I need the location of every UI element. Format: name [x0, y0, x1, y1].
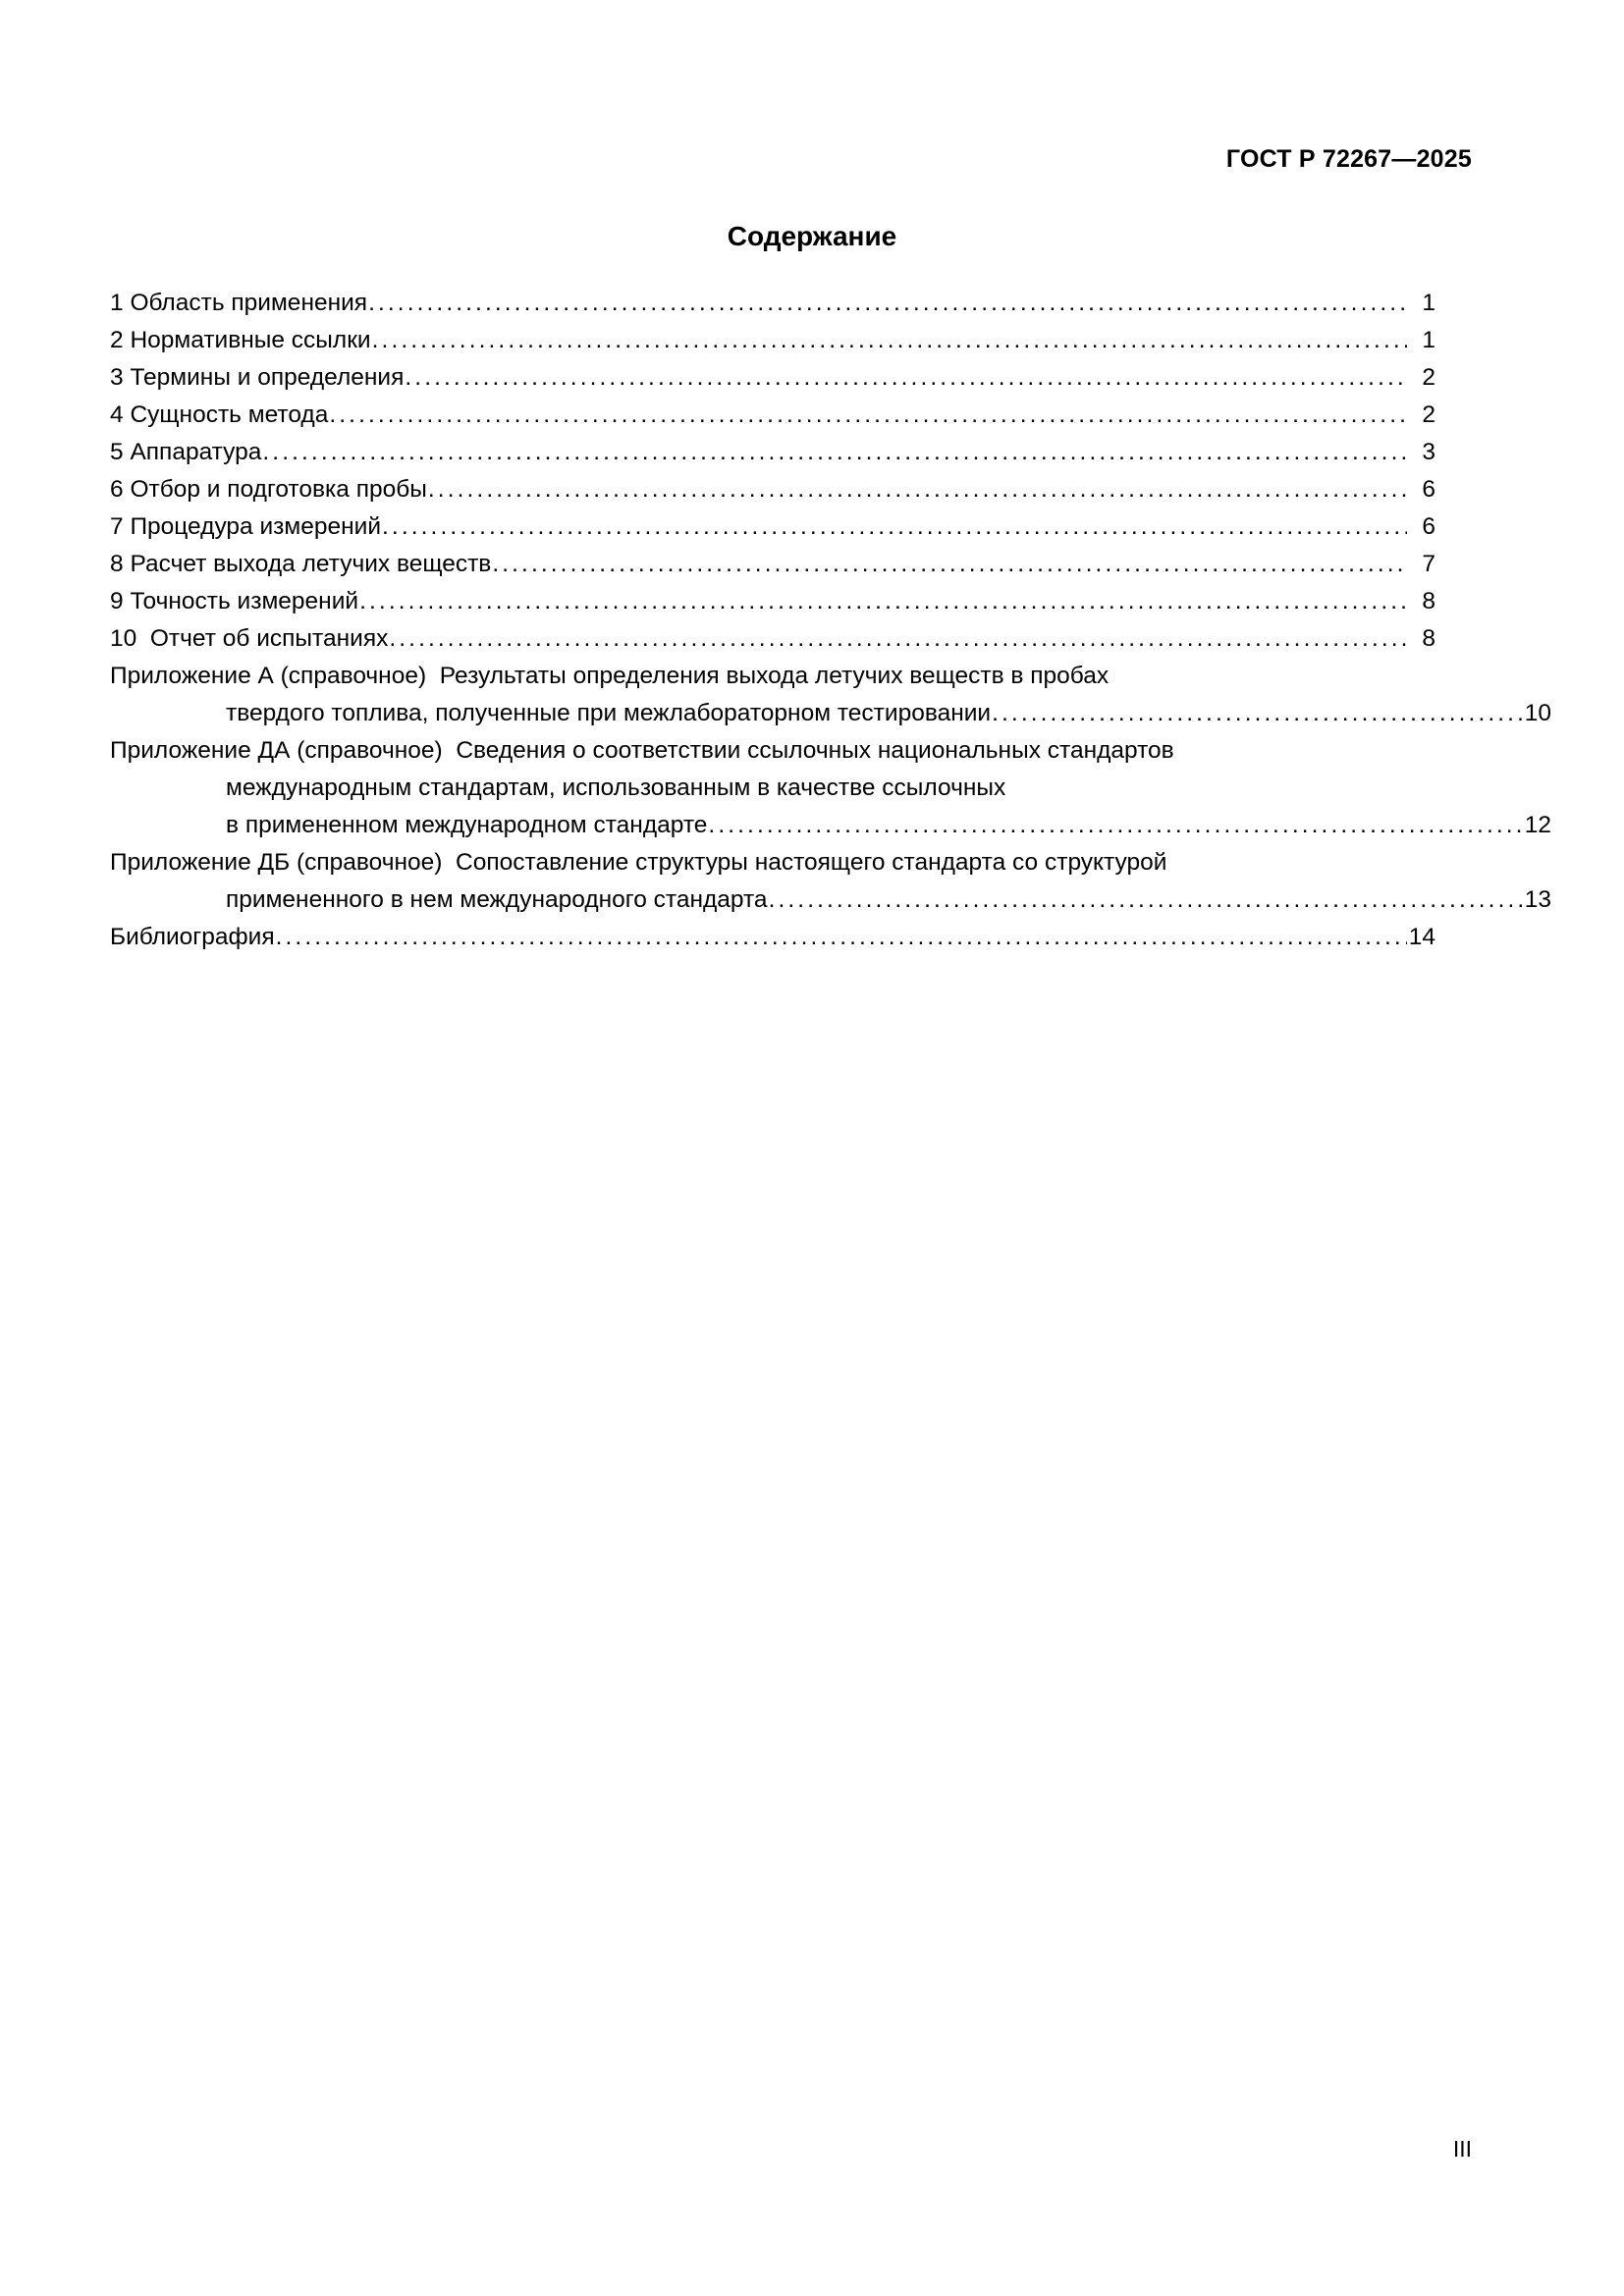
toc-entry-number: 10	[110, 625, 150, 652]
toc-entry-number: 7	[110, 513, 131, 540]
toc-leader	[389, 620, 1407, 658]
toc-entry[interactable]	[110, 397, 1435, 434]
toc-appendix-label: Приложение ДА (справочное) Сведения о соответствии ссылочных национальных стандартов	[110, 737, 1174, 764]
toc-entry-number: 4	[110, 401, 131, 428]
toc-entry[interactable]	[110, 322, 1435, 359]
toc-entry-page: 3	[1422, 439, 1435, 465]
toc-leader	[492, 546, 1407, 583]
toc-entry-page: 7	[1422, 551, 1435, 577]
toc-entry-number: 3	[110, 364, 131, 391]
toc-entry-label: Сущность метода	[130, 401, 329, 428]
toc-entry-number: 8	[110, 551, 131, 577]
toc-entry-number: 5	[110, 439, 131, 465]
toc-appendix-page: 13	[1524, 886, 1551, 913]
toc-entry-page: 6	[1422, 513, 1435, 540]
toc-leader	[992, 695, 1523, 732]
toc-appendix-continuation	[110, 770, 1551, 807]
toc-appendix-label-cont: твердого топлива, полученные при межлабораторном тестировании	[226, 700, 992, 726]
toc-entry-page: 8	[1422, 625, 1435, 652]
toc-leader	[329, 397, 1407, 434]
toc-entry[interactable]	[110, 434, 1435, 471]
page-folio: III	[1452, 2136, 1472, 2162]
toc-entry-label: Отчет об испытаниях	[149, 625, 389, 652]
toc-entry-number: 1	[110, 290, 131, 316]
toc-entry-page: 8	[1422, 588, 1435, 614]
page-title: Содержание	[727, 221, 897, 251]
toc-entry-label: Процедура измерений	[130, 513, 382, 540]
toc-entry-label: Точность измерений	[130, 588, 359, 614]
toc-entry-page: 1	[1422, 290, 1435, 316]
toc-leader	[382, 508, 1407, 546]
toc-entry[interactable]	[110, 546, 1435, 583]
toc-entry-number: 2	[110, 327, 131, 353]
toc-appendix-page: 10	[1524, 700, 1551, 726]
toc-appendix-continuation[interactable]	[110, 807, 1551, 844]
toc-entry-page: 6	[1422, 476, 1435, 503]
toc-leader	[428, 471, 1407, 508]
toc-appendix-label-cont: примененного в нем международного стандарта	[226, 886, 768, 913]
toc-entry[interactable]	[110, 508, 1435, 546]
toc-leader	[368, 285, 1407, 322]
toc-entry-page: 2	[1422, 401, 1435, 428]
toc-appendix-label: Приложение А (справочное) Результаты определения выхода летучих веществ в пробах	[110, 663, 1110, 689]
toc-appendix-entry[interactable]	[110, 658, 1435, 695]
toc-entry-label: Область применения	[130, 290, 368, 316]
toc-leader	[708, 807, 1523, 844]
toc-appendix-label-cont: международным стандартам, использованным в качестве ссылочных	[226, 774, 1006, 801]
toc-entry-label: Термины и определения	[130, 364, 405, 391]
toc-entry[interactable]	[110, 583, 1435, 620]
toc-entry-label: Расчет выхода летучих веществ	[130, 551, 492, 577]
toc-entry[interactable]	[110, 471, 1435, 508]
toc-leader	[405, 359, 1407, 397]
toc-entry-label: Аппаратура	[130, 439, 262, 465]
toc-entry[interactable]	[110, 359, 1435, 397]
toc-leader	[359, 583, 1407, 620]
toc-leader	[372, 322, 1407, 359]
toc-leader	[262, 434, 1407, 471]
toc-appendix-continuation[interactable]	[110, 881, 1551, 919]
table-of-contents	[110, 285, 1551, 956]
toc-leader	[276, 919, 1407, 956]
toc-appendix-entry[interactable]	[110, 732, 1435, 770]
toc-entry-number: 9	[110, 588, 131, 614]
toc-entry-page: 1	[1422, 327, 1435, 353]
toc-entry[interactable]	[110, 285, 1435, 322]
toc-appendix-entry[interactable]	[110, 844, 1435, 881]
toc-entry-number: 6	[110, 476, 131, 503]
toc-bibliography-page: 14	[1408, 924, 1435, 950]
toc-appendix-continuation[interactable]	[110, 695, 1551, 732]
toc-appendix-label-cont: в примененном международном стандарте	[226, 812, 708, 838]
toc-bibliography-entry[interactable]	[110, 919, 1435, 956]
toc-entry-page: 2	[1422, 364, 1435, 391]
toc-appendix-page: 12	[1524, 812, 1551, 838]
toc-entry[interactable]	[110, 620, 1435, 658]
document-standard-number: ГОСТ Р 72267—2025	[1225, 145, 1472, 173]
toc-leader	[769, 881, 1523, 919]
toc-entry-label: Нормативные ссылки	[130, 327, 371, 353]
toc-bibliography-label: Библиография	[110, 924, 275, 950]
toc-entry-label: Отбор и подготовка пробы	[130, 476, 427, 503]
toc-appendix-label: Приложение ДБ (справочное) Сопоставление структуры настоящего стандарта со структурой	[110, 849, 1167, 876]
